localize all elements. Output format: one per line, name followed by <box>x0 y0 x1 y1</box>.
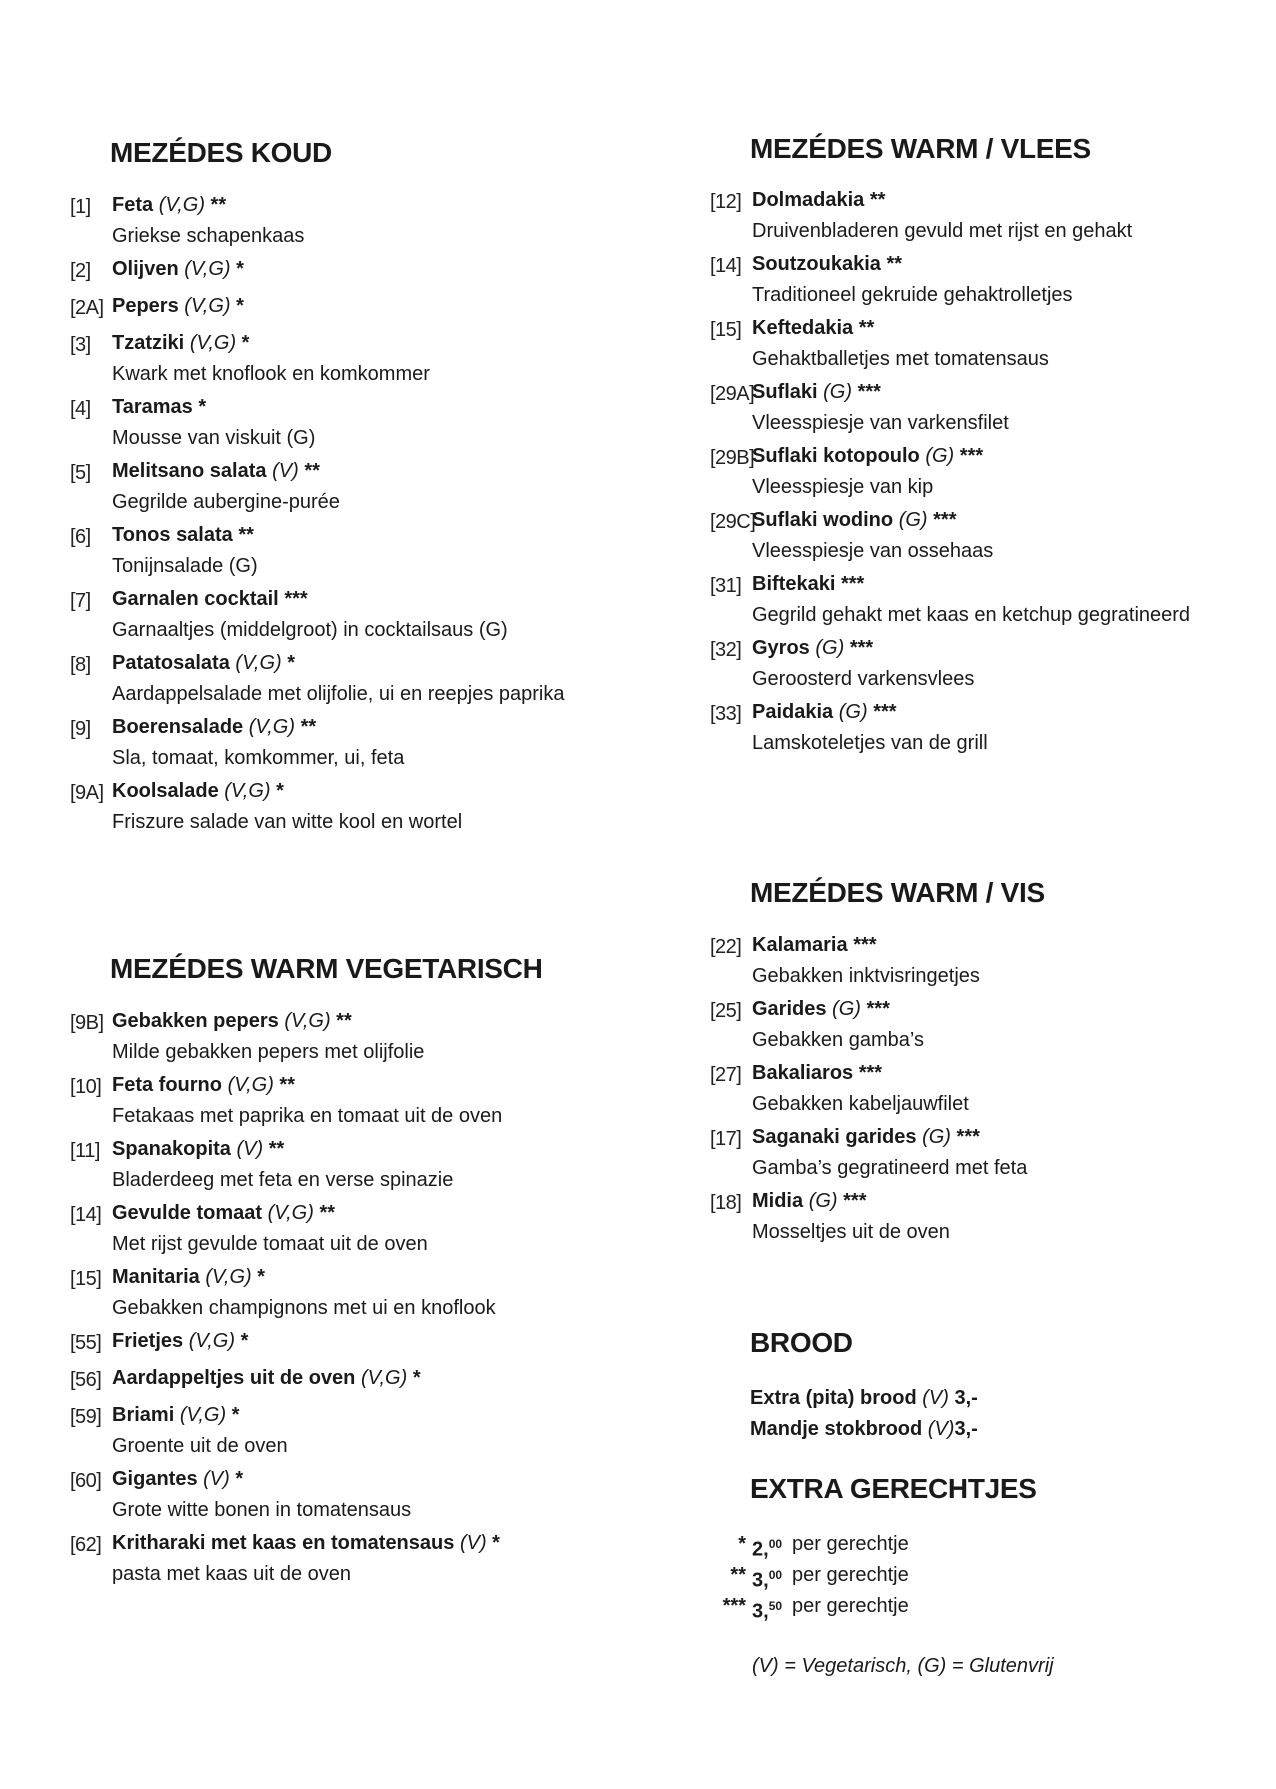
item-tag: (V,G) <box>189 332 237 354</box>
item-tag: (G) <box>808 1190 838 1212</box>
item-name: Manitaria <box>112 1266 200 1288</box>
item-name: Kritharaki met kaas en tomatensaus <box>112 1532 455 1554</box>
item-body <box>112 1400 632 1462</box>
item-tag: (V,G) <box>188 1330 236 1352</box>
item-name: Suflaki <box>752 381 818 403</box>
item-description: Met rijst gevulde tomaat uit de oven <box>112 1233 428 1255</box>
item-name: Taramas <box>112 396 193 418</box>
item-body <box>752 505 1272 567</box>
item-body <box>112 584 632 646</box>
item-number: [3] <box>70 334 91 356</box>
item-body <box>112 1070 632 1132</box>
item-stars: ** <box>858 317 875 339</box>
item-description: Vleesspiesje van kip <box>752 476 934 498</box>
item-tag: (V) <box>272 460 299 482</box>
item-tag: (G) <box>823 381 853 403</box>
item-number: [10] <box>70 1076 102 1098</box>
item-description: Vleesspiesje van ossehaas <box>752 540 994 562</box>
item-description: Gebakken champignons met ui en knoflook <box>112 1297 496 1319</box>
item-name: Spanakopita <box>112 1138 231 1160</box>
extra-cents: 00 <box>768 1537 783 1551</box>
item-description: Gehaktballetjes met tomatensaus <box>752 348 1049 370</box>
item-description: Vleesspiesje van varkensfilet <box>752 412 1009 434</box>
item-stars: ** <box>869 189 886 211</box>
brood-tag: (V) <box>927 1418 955 1440</box>
item-stars: * <box>236 258 244 280</box>
item-body <box>752 1186 1272 1248</box>
item-body <box>752 569 1272 631</box>
item-tag: (V,G) <box>224 780 271 802</box>
item-stars: *** <box>866 998 890 1020</box>
item-tag: (G) <box>898 509 928 531</box>
item-number: [32] <box>710 639 742 661</box>
item-body <box>112 291 632 322</box>
item-number: [15] <box>710 319 742 341</box>
item-number: [62] <box>70 1534 102 1556</box>
item-stars: * <box>240 1330 249 1352</box>
item-number: [25] <box>710 1000 742 1022</box>
item-name: Feta <box>112 194 154 216</box>
item-tag: (V,G) <box>248 716 296 738</box>
extra-euros: 3, <box>752 1600 769 1623</box>
item-name: Aardappeltjes uit de oven <box>112 1367 356 1389</box>
item-name: Frietjes <box>112 1330 184 1352</box>
item-body <box>112 1134 632 1196</box>
item-tag: (V) <box>459 1532 487 1554</box>
item-stars: *** <box>873 701 897 723</box>
item-stars: *** <box>959 445 984 467</box>
item-tag: (G) <box>925 445 955 467</box>
item-number: [29A] <box>710 383 755 405</box>
item-body <box>752 377 1272 439</box>
item-name: Boerensalade <box>112 716 244 738</box>
item-tag: (V,G) <box>205 1266 252 1288</box>
item-name: Pepers <box>112 295 179 317</box>
brood-tag: (V) <box>922 1387 949 1409</box>
item-description: pasta met kaas uit de oven <box>112 1563 352 1585</box>
brood-price: 3,- <box>954 1418 978 1440</box>
item-number: [55] <box>70 1332 102 1354</box>
item-number: [31] <box>710 575 742 597</box>
item-number: [9] <box>70 718 91 740</box>
item-body <box>752 313 1272 375</box>
item-number: [56] <box>70 1369 102 1391</box>
item-number: [7] <box>70 590 91 612</box>
item-stars: *** <box>840 573 865 595</box>
item-body <box>112 1464 632 1526</box>
item-number: [5] <box>70 462 91 484</box>
item-tag: (V,G) <box>267 1202 314 1224</box>
item-stars: ** <box>300 716 317 738</box>
item-number: [9A] <box>70 782 104 804</box>
item-body <box>112 1326 632 1357</box>
item-body <box>112 712 632 774</box>
item-name: Suflaki kotopoulo <box>752 445 920 467</box>
item-name: Gebakken pepers <box>112 1010 279 1032</box>
item-body <box>112 1363 632 1394</box>
item-description: Gebakken gamba’s <box>752 1029 924 1051</box>
item-number: [59] <box>70 1406 102 1428</box>
section-title-vlees: MEZÉDES WARM / VLEES <box>750 133 1091 164</box>
item-body <box>112 456 632 518</box>
item-body <box>112 1528 632 1590</box>
brood-price: 3,- <box>954 1387 978 1409</box>
item-stars: *** <box>857 381 881 403</box>
item-body <box>112 1198 632 1260</box>
item-body <box>112 328 632 390</box>
item-description: Sla, tomaat, komkommer, ui, feta <box>112 747 405 769</box>
item-name: Patatosalata <box>112 652 230 674</box>
item-description: Milde gebakken pepers met olijfolie <box>112 1041 425 1063</box>
extra-euros: 2, <box>752 1538 769 1561</box>
item-description: Gegrilde aubergine-purée <box>112 491 340 513</box>
item-body <box>752 633 1272 695</box>
item-body <box>752 1122 1272 1184</box>
item-stars: *** <box>956 1126 980 1148</box>
item-description: Traditioneel gekruide gehaktrolletjes <box>752 284 1073 306</box>
item-number: [8] <box>70 654 91 676</box>
item-description: Lamskoteletjes van de grill <box>752 732 988 754</box>
brood-line <box>750 1383 978 1414</box>
item-name: Bakaliaros <box>752 1062 854 1084</box>
item-stars: ** <box>319 1202 336 1224</box>
item-name: Soutzoukakia <box>752 253 881 275</box>
item-description: Aardappelsalade met olijfolie, ui en reepjes paprika <box>112 683 565 705</box>
item-name: Olijven <box>112 258 179 280</box>
item-name: Gigantes <box>112 1468 198 1490</box>
item-stars: ** <box>886 253 903 275</box>
item-description: Mosseltjes uit de oven <box>752 1221 950 1243</box>
item-number: [18] <box>710 1192 742 1214</box>
item-description: Kwark met knoflook en komkommer <box>112 363 430 385</box>
item-body <box>752 441 1272 503</box>
item-number: [1] <box>70 196 91 218</box>
section-title-extra: EXTRA GERECHTJES <box>750 1473 1037 1504</box>
item-body <box>112 190 632 252</box>
item-stars: ** <box>238 524 254 546</box>
item-stars: * <box>276 780 284 802</box>
item-stars: ** <box>210 194 227 216</box>
extra-euros: 3, <box>752 1569 769 1592</box>
item-tag: (V,G) <box>360 1367 408 1389</box>
item-name: Paidakia <box>752 701 834 723</box>
item-name: Gevulde tomaat <box>112 1202 263 1224</box>
item-body <box>752 185 1272 247</box>
item-description: Bladerdeeg met feta en verse spinazie <box>112 1169 454 1191</box>
section-title-koud: MEZÉDES KOUD <box>110 137 332 168</box>
extra-cents: 00 <box>768 1568 783 1582</box>
item-stars: *** <box>933 509 957 531</box>
item-tag: (V,G) <box>158 194 205 216</box>
item-name: Keftedakia <box>752 317 854 339</box>
item-description: Garnaaltjes (middelgroot) in cocktailsaus (G) <box>112 619 508 641</box>
item-number: [33] <box>710 703 742 725</box>
item-stars: * <box>241 332 250 354</box>
item-name: Midia <box>752 1190 804 1212</box>
item-tag: (G) <box>832 998 861 1020</box>
section-title-vis: MEZÉDES WARM / VIS <box>750 877 1045 908</box>
brood-name: Mandje stokbrood <box>750 1418 923 1440</box>
item-tag: (V,G) <box>184 295 231 317</box>
item-description: Mousse van viskuit (G) <box>112 427 316 449</box>
item-stars: ** <box>268 1138 285 1160</box>
extra-unit: per gerechtje <box>792 1595 909 1617</box>
item-stars: * <box>492 1532 500 1554</box>
extra-stars: *** <box>722 1595 746 1617</box>
item-stars: * <box>412 1367 421 1389</box>
item-tag: (G) <box>838 701 868 723</box>
item-stars: *** <box>843 1190 867 1212</box>
item-name: Feta fourno <box>112 1074 222 1096</box>
item-body <box>112 254 632 285</box>
item-name: Koolsalade <box>112 780 219 802</box>
item-body <box>752 697 1272 759</box>
item-stars: *** <box>849 637 874 659</box>
item-number: [15] <box>70 1268 102 1290</box>
item-number: [17] <box>710 1128 742 1150</box>
item-name: Briami <box>112 1404 175 1426</box>
item-name: Saganaki garides <box>752 1126 917 1148</box>
item-tag: (V) <box>236 1138 264 1160</box>
item-name: Tzatziki <box>112 332 185 354</box>
item-description: Friszure salade van witte kool en wortel <box>112 811 463 833</box>
item-number: [2] <box>70 260 91 282</box>
extra-unit: per gerechtje <box>792 1564 909 1586</box>
item-number: [6] <box>70 526 91 548</box>
section-title-brood: BROOD <box>750 1327 853 1358</box>
item-description: Fetakaas met paprika en tomaat uit de oven <box>112 1105 503 1127</box>
item-number: [29C] <box>710 511 756 533</box>
item-description: Druivenbladeren gevuld met rijst en gehakt <box>752 220 1133 242</box>
item-name: Biftekaki <box>752 573 836 595</box>
extra-price <box>752 1591 782 1628</box>
item-body <box>752 249 1272 311</box>
item-tag: (V,G) <box>179 1404 227 1426</box>
item-number: [27] <box>710 1064 742 1086</box>
item-description: Gebakken inktvisringetjes <box>752 965 980 987</box>
item-number: [29B] <box>710 447 755 469</box>
item-name: Melitsano salata <box>112 460 267 482</box>
item-description: Gamba’s gegratineerd met feta <box>752 1157 1028 1179</box>
item-number: [14] <box>70 1204 102 1226</box>
section-title-vegetarisch: MEZÉDES WARM VEGETARISCH <box>110 953 543 984</box>
item-stars: * <box>287 652 296 674</box>
extra-stars: ** <box>730 1564 746 1586</box>
item-name: Garnalen cocktail <box>112 588 279 610</box>
item-number: [60] <box>70 1470 102 1492</box>
item-body <box>112 648 632 710</box>
item-stars: ** <box>279 1074 295 1096</box>
extra-cents: 50 <box>768 1599 783 1613</box>
item-description: Grote witte bonen in tomatensaus <box>112 1499 412 1521</box>
item-tag: (V) <box>203 1468 230 1490</box>
item-stars: * <box>235 1468 244 1490</box>
brood-line <box>750 1414 978 1445</box>
item-body <box>112 1006 632 1068</box>
item-description: Tonijnsalade (G) <box>112 555 258 577</box>
item-tag: (V,G) <box>227 1074 274 1096</box>
item-description: Groente uit de oven <box>112 1435 288 1457</box>
item-tag: (G) <box>922 1126 951 1148</box>
item-tag: (V,G) <box>235 652 282 674</box>
item-description: Gegrild gehakt met kaas en ketchup gegratineerd <box>752 604 1191 626</box>
item-stars: * <box>231 1404 240 1426</box>
extra-stars: * <box>738 1533 746 1555</box>
item-body <box>752 994 1272 1056</box>
brood-name: Extra (pita) brood <box>750 1387 917 1409</box>
item-number: [14] <box>710 255 742 277</box>
item-stars: * <box>257 1266 266 1288</box>
item-name: Kalamaria <box>752 934 848 956</box>
legend-text: (V) = Vegetarisch, (G) = Glutenvrij <box>752 1655 1054 1677</box>
item-stars: *** <box>284 588 308 610</box>
item-tag: (V,G) <box>284 1010 331 1032</box>
item-tag: (G) <box>815 637 845 659</box>
item-number: [22] <box>710 936 742 958</box>
item-body <box>752 930 1272 992</box>
item-description: Gebakken kabeljauwfilet <box>752 1093 969 1115</box>
item-description: Griekse schapenkaas <box>112 225 305 247</box>
item-description: Geroosterd varkensvlees <box>752 668 975 690</box>
item-body <box>112 392 632 454</box>
item-number: [12] <box>710 191 742 213</box>
item-stars: * <box>198 396 207 418</box>
item-name: Gyros <box>752 637 810 659</box>
item-name: Suflaki wodino <box>752 509 894 531</box>
item-number: [4] <box>70 398 91 420</box>
item-name: Garides <box>752 998 827 1020</box>
item-number: [2A] <box>70 297 104 319</box>
item-name: Tonos salata <box>112 524 233 546</box>
item-stars: *** <box>858 1062 883 1084</box>
item-number: [11] <box>70 1140 100 1162</box>
item-name: Dolmadakia <box>752 189 865 211</box>
item-stars: * <box>236 295 244 317</box>
item-tag: (V,G) <box>184 258 231 280</box>
item-body <box>112 776 632 838</box>
item-number: [9B] <box>70 1012 104 1034</box>
item-body <box>112 520 632 582</box>
item-stars: ** <box>304 460 320 482</box>
item-body <box>752 1058 1272 1120</box>
item-body <box>112 1262 632 1324</box>
extra-unit: per gerechtje <box>792 1533 909 1555</box>
item-stars: *** <box>853 934 877 956</box>
item-stars: ** <box>336 1010 352 1032</box>
